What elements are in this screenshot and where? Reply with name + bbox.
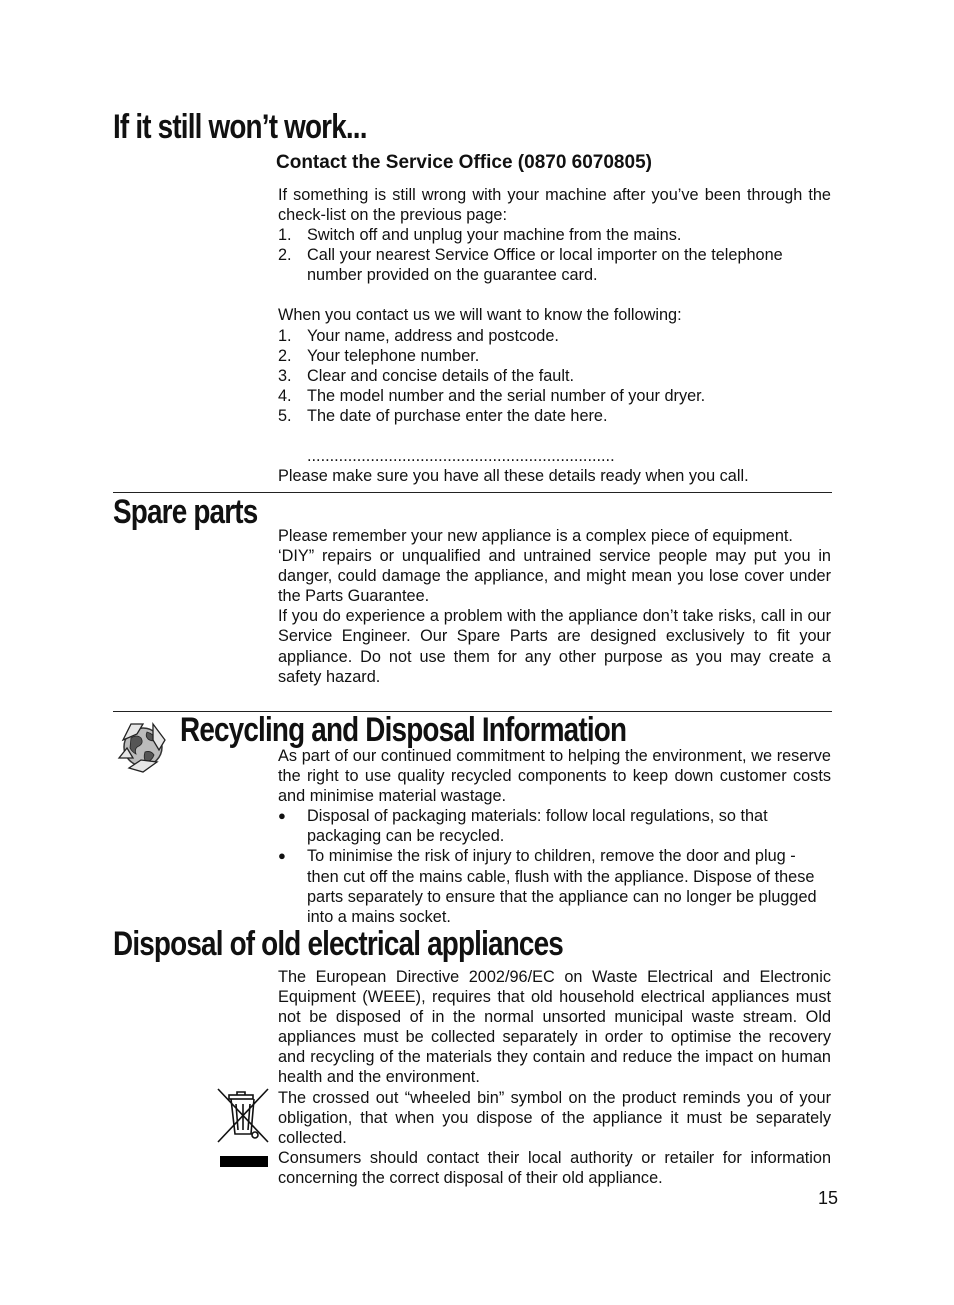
- bullet-icon: ●: [278, 848, 286, 864]
- list-number: 3.: [278, 366, 292, 385]
- list-item: [278, 245, 831, 285]
- contact-intro-text: When you contact us we will want to know the following:: [278, 306, 682, 325]
- list-text: Your name, address and postcode.: [307, 326, 559, 345]
- section-service-body: [278, 185, 831, 486]
- heading-disposal-old-appliances: Disposal of old electrical appliances: [113, 925, 563, 963]
- list-text: To minimise the risk of injury to children, remove the door and plug - then cut off the mains cable, flush with the appliance. Dispose of these parts separately to ensure that the appliance can no longer be plugged into a mains socket.: [307, 847, 817, 926]
- crossed-out-wheeled-bin-icon: [216, 1086, 270, 1173]
- list-number: 2.: [278, 346, 292, 365]
- heading-if-it-still-wont-work: If it still won’t work...: [113, 108, 367, 146]
- bullet-icon: ●: [278, 808, 286, 824]
- recycling-bullet-list: [278, 806, 831, 927]
- list-item: [278, 225, 831, 245]
- section-spare-parts-body: [278, 526, 831, 687]
- section-recycling-body: [278, 746, 831, 927]
- service-office-subheading: Contact the Service Office (0870 6070805): [276, 152, 652, 173]
- list-item: [278, 366, 831, 386]
- list-number: 4.: [278, 386, 292, 405]
- list-item: [278, 406, 831, 426]
- list-item: [278, 326, 831, 346]
- page-number: 15: [818, 1188, 839, 1208]
- list-item: [278, 846, 831, 926]
- list-text: Disposal of packaging materials: follow local regulations, so that packaging can be recycled.: [307, 807, 768, 846]
- weee-paragraph: The crossed out “wheeled bin” symbol on the product reminds you of your obligation, that when you dispose of the appliance it must be separately collected.: [278, 1088, 831, 1147]
- spare-parts-paragraph: If you do experience a problem with the appliance don’t take risks, call in our Service Engineer. Our Spare Parts are designed exclusively to fit your appliance. Do not use them for any other purpose as you may create a safety hazard.: [278, 607, 831, 686]
- list-item: [278, 806, 831, 846]
- list-text: Switch off and unplug your machine from the mains.: [307, 226, 682, 245]
- heading-recycling-disposal: Recycling and Disposal Information: [180, 711, 627, 749]
- recycling-globe-icon: [113, 718, 173, 781]
- list-number: 1.: [278, 326, 292, 345]
- service-intro-text: If something is still wrong with your machine after you’ve been through the check-list on the previous page:: [278, 186, 831, 225]
- recycling-intro-text: As part of our continued commitment to helping the environment, we reserve the right to use quality recycled components to keep down customer costs and minimise material wastage.: [278, 747, 831, 806]
- spare-parts-paragraph: Please remember your new appliance is a complex piece of equipment.: [278, 527, 793, 545]
- list-text: The model number and the serial number of your dryer.: [307, 386, 706, 405]
- list-item: [278, 346, 831, 366]
- list-number: 5.: [278, 406, 292, 425]
- list-item: [278, 386, 831, 406]
- list-number: 1.: [278, 226, 292, 245]
- closing-text: Please make sure you have all these details ready when you call.: [278, 467, 749, 486]
- list-text: The date of purchase enter the date here.: [307, 406, 608, 425]
- service-steps-list: [278, 225, 831, 285]
- list-text: Your telephone number.: [307, 346, 480, 365]
- list-text: Clear and concise details of the fault.: [307, 366, 574, 385]
- list-text: Call your nearest Service Office or local importer on the telephone number provided on the guarantee card.: [307, 246, 783, 285]
- spare-parts-paragraph: ‘DIY” repairs or unqualified and untrained service people may put you in danger, could damage the appliance, and might mean you lose cover under the Parts Guarantee.: [278, 547, 831, 606]
- contact-details-list: [278, 326, 831, 426]
- list-number: 2.: [278, 246, 292, 265]
- section-weee-body: [278, 967, 831, 1188]
- weee-paragraph: Consumers should contact their local authority or retailer for information concerning the correct disposal of their old appliance.: [278, 1148, 831, 1187]
- weee-paragraph: The European Directive 2002/96/EC on Waste Electrical and Electronic Equipment (WEEE), requires that old household electrical appliances must not be disposed of in the normal unsorted municipal waste stream. Old appliances must be collected separately in order to optimise the recovery and recycling of the materials they contain and reduce the impact on human health and the environment.: [278, 968, 831, 1087]
- heading-spare-parts: Spare parts: [113, 493, 258, 531]
- date-fill-line: ....................................................................: [307, 447, 615, 466]
